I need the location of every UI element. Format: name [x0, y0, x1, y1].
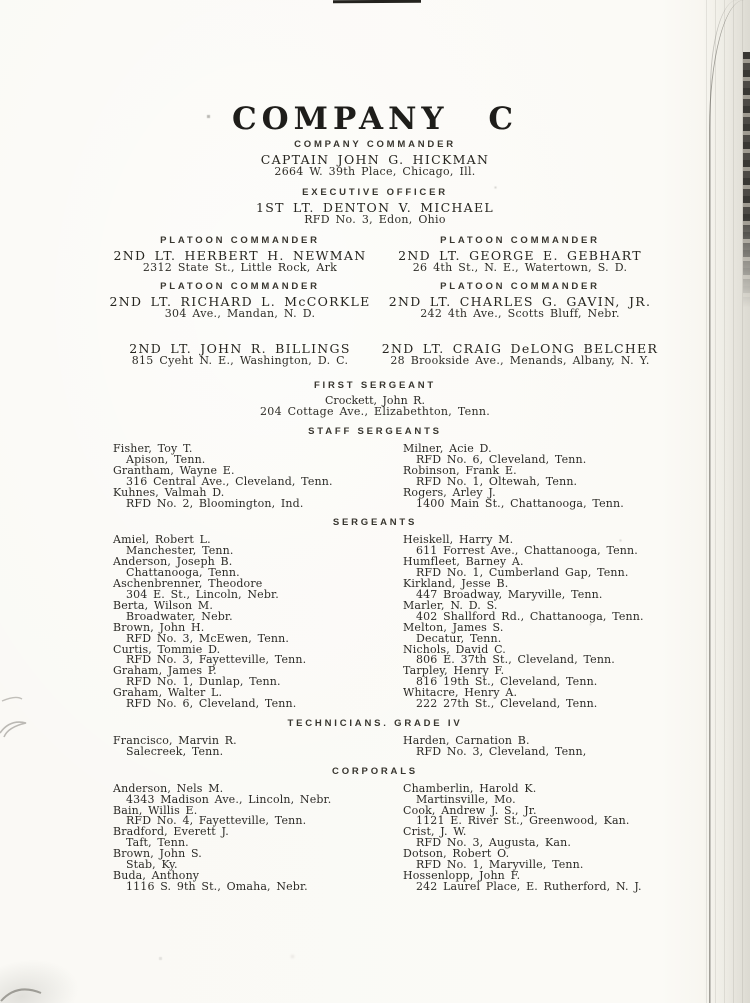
- entry-address: RFD No. 3, Cleveland, Tenn,: [416, 744, 587, 758]
- entry-address: RFD No. 3, Fayetteville, Tenn.: [126, 653, 307, 667]
- entry-name: Kuhnes, Valmah D.: [113, 485, 225, 499]
- roster-entry: [403, 666, 750, 688]
- company-commander-block: [0, 140, 750, 178]
- officer-address: 242 4th Ave., Scotts Bluff, Nebr.: [420, 307, 620, 320]
- soldier-address: 204 Cottage Ave., Elizabethton, Tenn.: [259, 405, 491, 418]
- roster-entry: [113, 642, 403, 667]
- entry-name: Hossenlopp, John F.: [403, 869, 521, 882]
- section-header: TECHNICIANS. GRADE IV: [287, 717, 463, 729]
- entry-address: Broadwater, Nebr.: [126, 609, 233, 623]
- platoon-commander-header: PLATOON COMMANDER: [440, 281, 600, 292]
- roster: [113, 781, 750, 893]
- soldier-name: Crockett, John R.: [325, 394, 425, 407]
- officer-address: 2312 State St., Little Rock, Ark: [142, 261, 338, 274]
- entry-address: RFD No. 1, Dunlap, Tenn.: [126, 675, 281, 689]
- entry-address: RFD No. 3, McEwen, Tenn.: [126, 631, 289, 645]
- entry-address: 806 E. 37th St., Cleveland, Tenn.: [416, 653, 615, 667]
- roster-column-right: [403, 535, 750, 710]
- roster-entry: [403, 871, 750, 893]
- sergeants-section: [0, 518, 750, 710]
- lieutenant-block: [100, 342, 380, 367]
- entry-address: RFD No. 1, Oltewah, Tenn.: [416, 474, 578, 488]
- officer-address: 304 Ave., Mandan, N. D.: [164, 307, 316, 320]
- entry-address: RFD No. 6, Cleveland, Tenn.: [126, 697, 297, 711]
- entry-name: Aschenbrenner, Theodore: [113, 577, 263, 591]
- entry-address: 402 Shallford Rd., Chattanooga, Tenn.: [416, 609, 644, 623]
- officer-name: 2ND LT. HERBERT H. NEWMAN: [113, 248, 367, 263]
- roster-entry: [403, 803, 750, 828]
- platoon-commander-header: PLATOON COMMANDER: [440, 235, 600, 246]
- officer-name: 2ND LT. RICHARD L. McCORKLE: [109, 294, 371, 309]
- company-commander-header: COMPANY COMMANDER: [294, 139, 456, 150]
- roster-entry: [403, 781, 750, 806]
- officer-address: 815 Cyeht N. E., Washington, D. C.: [131, 354, 349, 367]
- platoon-commander-block: [380, 236, 660, 274]
- entry-address: 447 Broadway, Maryville, Tenn.: [416, 587, 603, 601]
- entry-name: Bain, Willis E.: [113, 803, 198, 817]
- roster-entry: [113, 485, 403, 510]
- entry-name: Melton, James S.: [403, 620, 504, 634]
- roster-entry: [113, 871, 403, 893]
- platoon-commander-block: [100, 236, 380, 274]
- entry-name: Berta, Wilson M.: [113, 598, 213, 612]
- roster-entry: [113, 535, 403, 557]
- page-title: COMPANY C: [231, 101, 519, 137]
- entry-address: 316 Central Ave., Cleveland, Tenn.: [126, 474, 333, 488]
- roster-column-right: [403, 781, 750, 893]
- entry-name: Marler, N. D. S.: [403, 598, 498, 612]
- entry-name: Cook, Andrew J. S., Jr.: [403, 803, 537, 817]
- roster-entry: [113, 827, 403, 849]
- roster-entry: [113, 444, 403, 466]
- entry-name: Amiel, Robert L.: [113, 533, 211, 547]
- entry-address: Decatur, Tenn.: [416, 631, 502, 645]
- first-sergeant-block: [0, 381, 750, 418]
- roster-entry: [113, 579, 403, 601]
- officer-address: 2664 W. 39th Place, Chicago, Ill.: [274, 165, 476, 178]
- roster-entry: [113, 803, 403, 828]
- entry-name: Bradford, Everett J.: [113, 825, 229, 839]
- entry-name: Brown, John H.: [113, 620, 205, 634]
- entry-address: RFD No. 4, Fayetteville, Tenn.: [126, 814, 307, 828]
- entry-address: 4343 Madison Ave., Lincoln, Nebr.: [126, 792, 332, 806]
- platoon-row-2: [100, 282, 660, 320]
- officer-name: 1ST LT. DENTON V. MICHAEL: [255, 200, 495, 215]
- roster-entry: [113, 557, 403, 579]
- entry-name: Dotson, Robert O.: [403, 847, 510, 861]
- roster-entry: [403, 579, 750, 601]
- entry-name: Anderson, Joseph B.: [113, 555, 233, 569]
- officer-name: 2ND LT. CHARLES G. GAVIN, JR.: [388, 294, 652, 309]
- platoon-commander-header: PLATOON COMMANDER: [160, 235, 320, 246]
- entry-name: Graham, James P.: [113, 664, 217, 678]
- entry-name: Brown, John S.: [113, 847, 202, 861]
- entry-address: Manchester, Tenn.: [126, 544, 234, 558]
- roster-entry: [403, 642, 750, 667]
- entry-name: Francisco, Marvin R.: [113, 733, 237, 747]
- roster-entry: [403, 535, 750, 557]
- staff-sergeants-section: [0, 427, 750, 509]
- entry-address: Chattanooga, Tenn.: [126, 566, 240, 580]
- entry-address: 222 27th St., Cleveland, Tenn.: [416, 697, 598, 711]
- roster-entry: [403, 444, 750, 466]
- officer-name: CAPTAIN JOHN G. HICKMAN: [260, 152, 490, 167]
- entry-name: Robinson, Frank E.: [403, 463, 517, 477]
- officer-address: 26 4th St., N. E., Watertown, S. D.: [412, 261, 628, 274]
- roster-entry: [403, 485, 750, 510]
- entry-address: 1400 Main St., Chattanooga, Tenn.: [416, 496, 624, 510]
- roster-entry: [403, 557, 750, 579]
- roster-entry: [403, 827, 750, 849]
- roster-entry: [403, 849, 750, 871]
- roster-column-left: [113, 444, 403, 509]
- entry-name: Fisher, Toy T.: [113, 442, 193, 455]
- officer-name: 2ND LT. GEORGE E. GEBHART: [398, 248, 642, 263]
- entry-name: Rogers, Arley J.: [403, 485, 496, 499]
- entry-name: Harden, Carnation B.: [403, 733, 530, 747]
- lieutenant-block: [380, 342, 660, 367]
- roster-entry: [403, 733, 750, 758]
- roster-entry: [113, 733, 403, 758]
- platoon-commander-block: [100, 282, 380, 320]
- roster-entry: [113, 688, 403, 710]
- entry-name: Kirkland, Jesse B.: [403, 577, 509, 591]
- entry-name: Graham, Walter L.: [113, 686, 223, 700]
- entry-address: RFD No. 6, Cleveland, Tenn.: [416, 452, 587, 466]
- roster-entry: [113, 781, 403, 806]
- entry-address: 304 E. St., Lincoln, Nebr.: [126, 587, 279, 601]
- entry-name: Buda, Anthony: [113, 869, 200, 882]
- officer-address: RFD No. 3, Edon, Ohio: [304, 213, 446, 226]
- entry-name: Whitacre, Henry A.: [403, 686, 518, 700]
- entry-address: RFD No. 1, Maryville, Tenn.: [416, 858, 584, 872]
- roster-entry: [113, 849, 403, 871]
- entry-name: Heiskell, Harry M.: [403, 533, 514, 547]
- first-sergeant-header: FIRST SERGEANT: [313, 380, 437, 391]
- platoon-commander-header: PLATOON COMMANDER: [160, 281, 320, 292]
- entry-name: Milner, Acie D.: [403, 442, 492, 455]
- section-header: STAFF SERGEANTS: [308, 426, 442, 437]
- roster: [113, 444, 750, 509]
- corner-curl-mark: [0, 977, 50, 1003]
- entry-address: RFD No. 1, Cumberland Gap, Tenn.: [416, 566, 629, 580]
- platoon-row-3: [100, 342, 660, 367]
- entry-address: Taft, Tenn.: [126, 836, 189, 850]
- entry-address: Martinsville, Mo.: [416, 792, 516, 806]
- entry-address: 242 Laurel Place, E. Rutherford, N. J.: [416, 879, 642, 893]
- technicians-section: [0, 719, 750, 758]
- executive-officer-header: EXECUTIVE OFFICER: [302, 187, 448, 198]
- entry-address: 816 19th St., Cleveland, Tenn.: [416, 675, 598, 689]
- officer-name: 2ND LT. JOHN R. BILLINGS: [129, 341, 351, 356]
- roster: [113, 733, 750, 758]
- platoon-commanders-grid: [100, 236, 660, 367]
- entry-name: Nichols, David C.: [403, 642, 506, 656]
- roster-column-left: [113, 781, 403, 893]
- entry-name: Tarpley, Henry F.: [403, 664, 505, 678]
- entry-address: RFD No. 3, Augusta, Kan.: [416, 836, 571, 850]
- entry-name: Chamberlin, Harold K.: [403, 781, 537, 795]
- roster-column-right: [403, 444, 750, 509]
- roster-column-left: [113, 733, 403, 758]
- roster-column-left: [113, 535, 403, 710]
- entry-address: RFD No. 2, Bloomington, Ind.: [126, 496, 304, 510]
- entry-name: Grantham, Wayne E.: [113, 463, 235, 477]
- entry-address: Stab, Ky.: [126, 858, 178, 872]
- entry-address: 1121 E. River St., Greenwood, Kan.: [416, 814, 630, 828]
- roster-column-right: [403, 733, 750, 758]
- entry-address: Salecreek, Tenn.: [126, 744, 224, 758]
- entry-address: Apison, Tenn.: [126, 452, 206, 466]
- entry-name: Curtis, Tommie D.: [113, 642, 221, 656]
- section-header: SERGEANTS: [332, 517, 418, 529]
- entry-name: Humfleet, Barney A.: [403, 555, 524, 569]
- roster-entry: [113, 598, 403, 623]
- roster-entry: [403, 598, 750, 623]
- entry-address: 1116 S. 9th St., Omaha, Nebr.: [126, 879, 308, 893]
- roster-entry: [403, 688, 750, 710]
- officer-address: 28 Brookside Ave., Menands, Albany, N. Y.: [390, 354, 650, 367]
- roster-entry: [113, 666, 403, 688]
- roster-entry: [113, 620, 403, 645]
- entry-name: Anderson, Nels M.: [113, 781, 224, 795]
- entry-address: 611 Forrest Ave., Chattanooga, Tenn.: [416, 544, 638, 558]
- executive-officer-block: [0, 188, 750, 226]
- platoon-commander-block: [380, 282, 660, 320]
- platoon-row-1: [100, 236, 660, 274]
- roster-entry: [403, 463, 750, 488]
- roster-entry: [403, 620, 750, 645]
- roster-entry: [113, 463, 403, 488]
- officer-name: 2ND LT. CRAIG DeLONG BELCHER: [381, 341, 659, 356]
- entry-name: Crist, J. W.: [403, 825, 467, 839]
- roster: [113, 535, 750, 710]
- corporals-section: [0, 767, 750, 893]
- section-header: CORPORALS: [332, 765, 418, 777]
